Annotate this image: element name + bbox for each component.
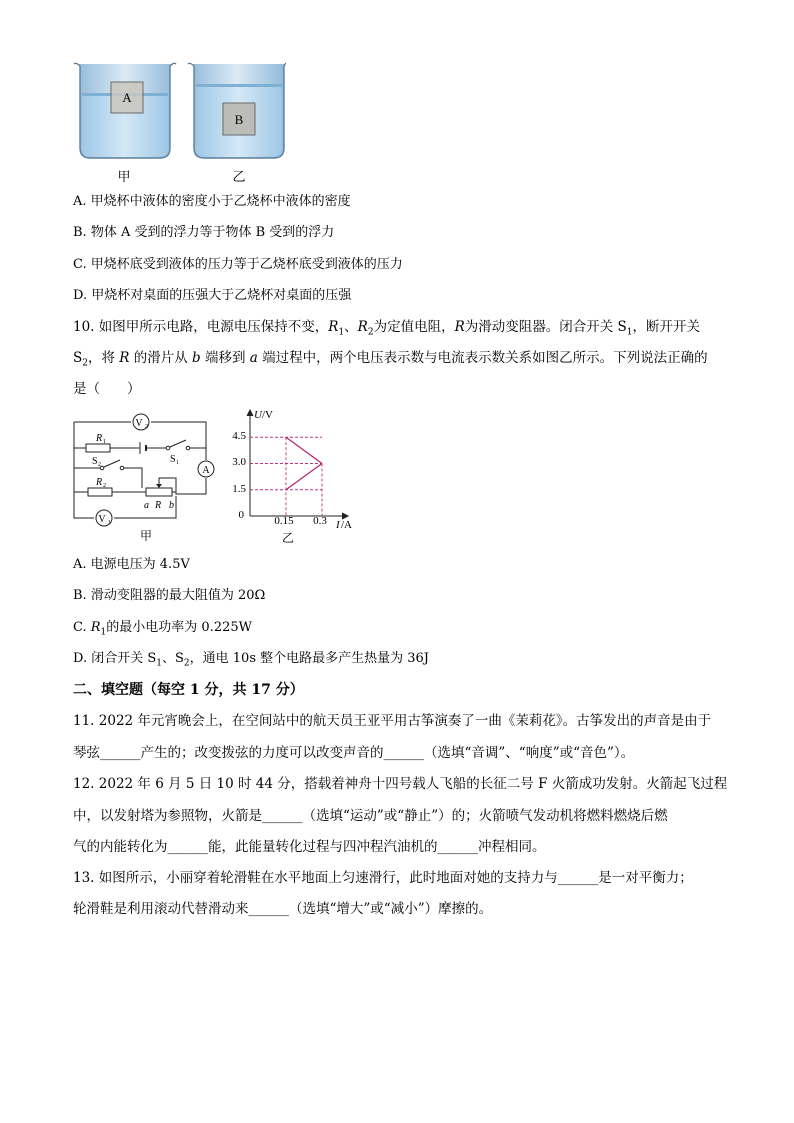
q13-line2: 轮滑鞋是利用滚动代替滑动来______（选填“增大”或“减小”）摩擦的。 [73,901,493,917]
svg-text:1: 1 [108,520,111,526]
voltmeter-v2 [133,414,149,430]
label-r1: R [96,433,103,444]
tick-x-015: 0.15 [274,515,294,527]
q9-option-d: D. 甲烧杯对桌面的压强大于乙烧杯对桌面的压强 [73,288,352,303]
series-line-2 [286,464,322,490]
label-slider-r: R [155,500,162,511]
svg-text:2: 2 [103,483,106,489]
voltmeter-v1 [96,510,112,526]
tick-x-03: 0.3 [313,515,327,527]
ylabel-u: U [254,409,262,421]
label-s2: S [92,456,98,467]
label-slider-a: a [144,500,149,511]
tick-y-30: 3.0 [232,456,246,468]
caption-yi: 乙 [232,169,246,184]
tick-y-45: 4.5 [232,430,246,442]
q9-option-b: B. 物体 A 受到的浮力等于物体 B 受到的浮力 [73,225,335,240]
label-slider-b: b [169,500,174,511]
q10-option-d: D. 闭合开关 $S_1$、$S_2$，通电 10s 整个电路最多产生热量为 36J [73,651,430,669]
section-2-title: 二、填空题（每空 1 分，共 17 分） [73,682,304,698]
beakers-figure [66,56,286,188]
q10-option-c: C. $R_1$的最小电功率为 0.225W [73,620,252,638]
svg-text:1: 1 [103,439,106,445]
tick-origin: 0 [238,509,244,521]
q11-line1: 11. 2022 年元宵晚会上，在空间站中的航天员王亚平用古筝演奏了一曲《茉莉花》。古筝发出的声音是由于 [73,713,712,729]
q9-option-c: C. 甲烧杯底受到液体的压力等于乙烧杯底受到液体的压力 [73,257,403,272]
q9-option-a: A. 甲烧杯中液体的密度小于乙烧杯中液体的密度 [73,194,351,209]
block-b-label: B [234,112,244,127]
label-r2: R [96,477,103,488]
ammeter [198,461,214,477]
block-a-label: A [122,90,132,105]
caption-jia: 甲 [117,169,131,184]
q10-stem-line1: 10. 如图甲所示电路，电源电压保持不变，$R_1$、$R_2$为定值电阻，R为滑动变阻器。闭合开关 $S_1$，断开开关 [73,319,701,338]
q12-line1: 12. 2022 年 6 月 5 日 10 时 44 分，搭载着神舟十四号载人飞船的长征二号 F 火箭成功发射。火箭起飞过程 [73,776,728,792]
svg-text:V: V [98,514,106,525]
block-a [111,82,143,113]
svg-text:V: V [135,418,143,429]
block-b [223,103,255,135]
tick-y-15: 1.5 [232,483,246,495]
ui-graph [222,406,362,548]
graph-caption: 乙 [281,531,295,545]
label-s1: S [170,454,176,465]
circuit-caption: 甲 [139,529,153,543]
q12-line2: 中，以发射塔为参照物，火箭是______（选填“运动”或“静止”）的；火箭喷气发动机将燃料燃烧后燃 [73,808,668,824]
svg-text:2: 2 [145,424,148,430]
q12-line3: 气的内能转化为______能，此能量转化过程与四冲程汽油机的______冲程相同。 [73,839,546,855]
q10-option-a: A. 电源电压为 4.5V [73,557,190,572]
q10-option-b: B. 滑动变阻器的最大阻值为 20Ω [73,588,266,603]
q13-line1: 13. 如图所示，小丽穿着轮滑鞋在水平地面上匀速滑行，此时地面对她的支持力与______是一对平衡力； [73,870,693,886]
circuit-diagram [66,408,226,548]
xlabel-i: I [336,519,340,531]
series-line-1 [286,437,322,463]
ylabel-unit: /V [262,409,273,421]
svg-text:2: 2 [98,462,101,468]
xlabel-unit: /A [341,519,352,531]
q11-line2: 琴弦______产生的；改变拨弦的力度可以改变声音的______（选填“音调”、“响度”或“音色”）。 [73,745,635,761]
svg-text:A: A [202,465,210,476]
svg-text:1: 1 [176,460,179,466]
q10-stem-line2: $S_2$，将 R 的滑片从 b 端移到 a 端过程中，两个电压表示数与电流表示数关系如图乙所示。下列说法正确的 [73,350,708,369]
q10-stem-line3: 是（ ） [73,381,141,397]
